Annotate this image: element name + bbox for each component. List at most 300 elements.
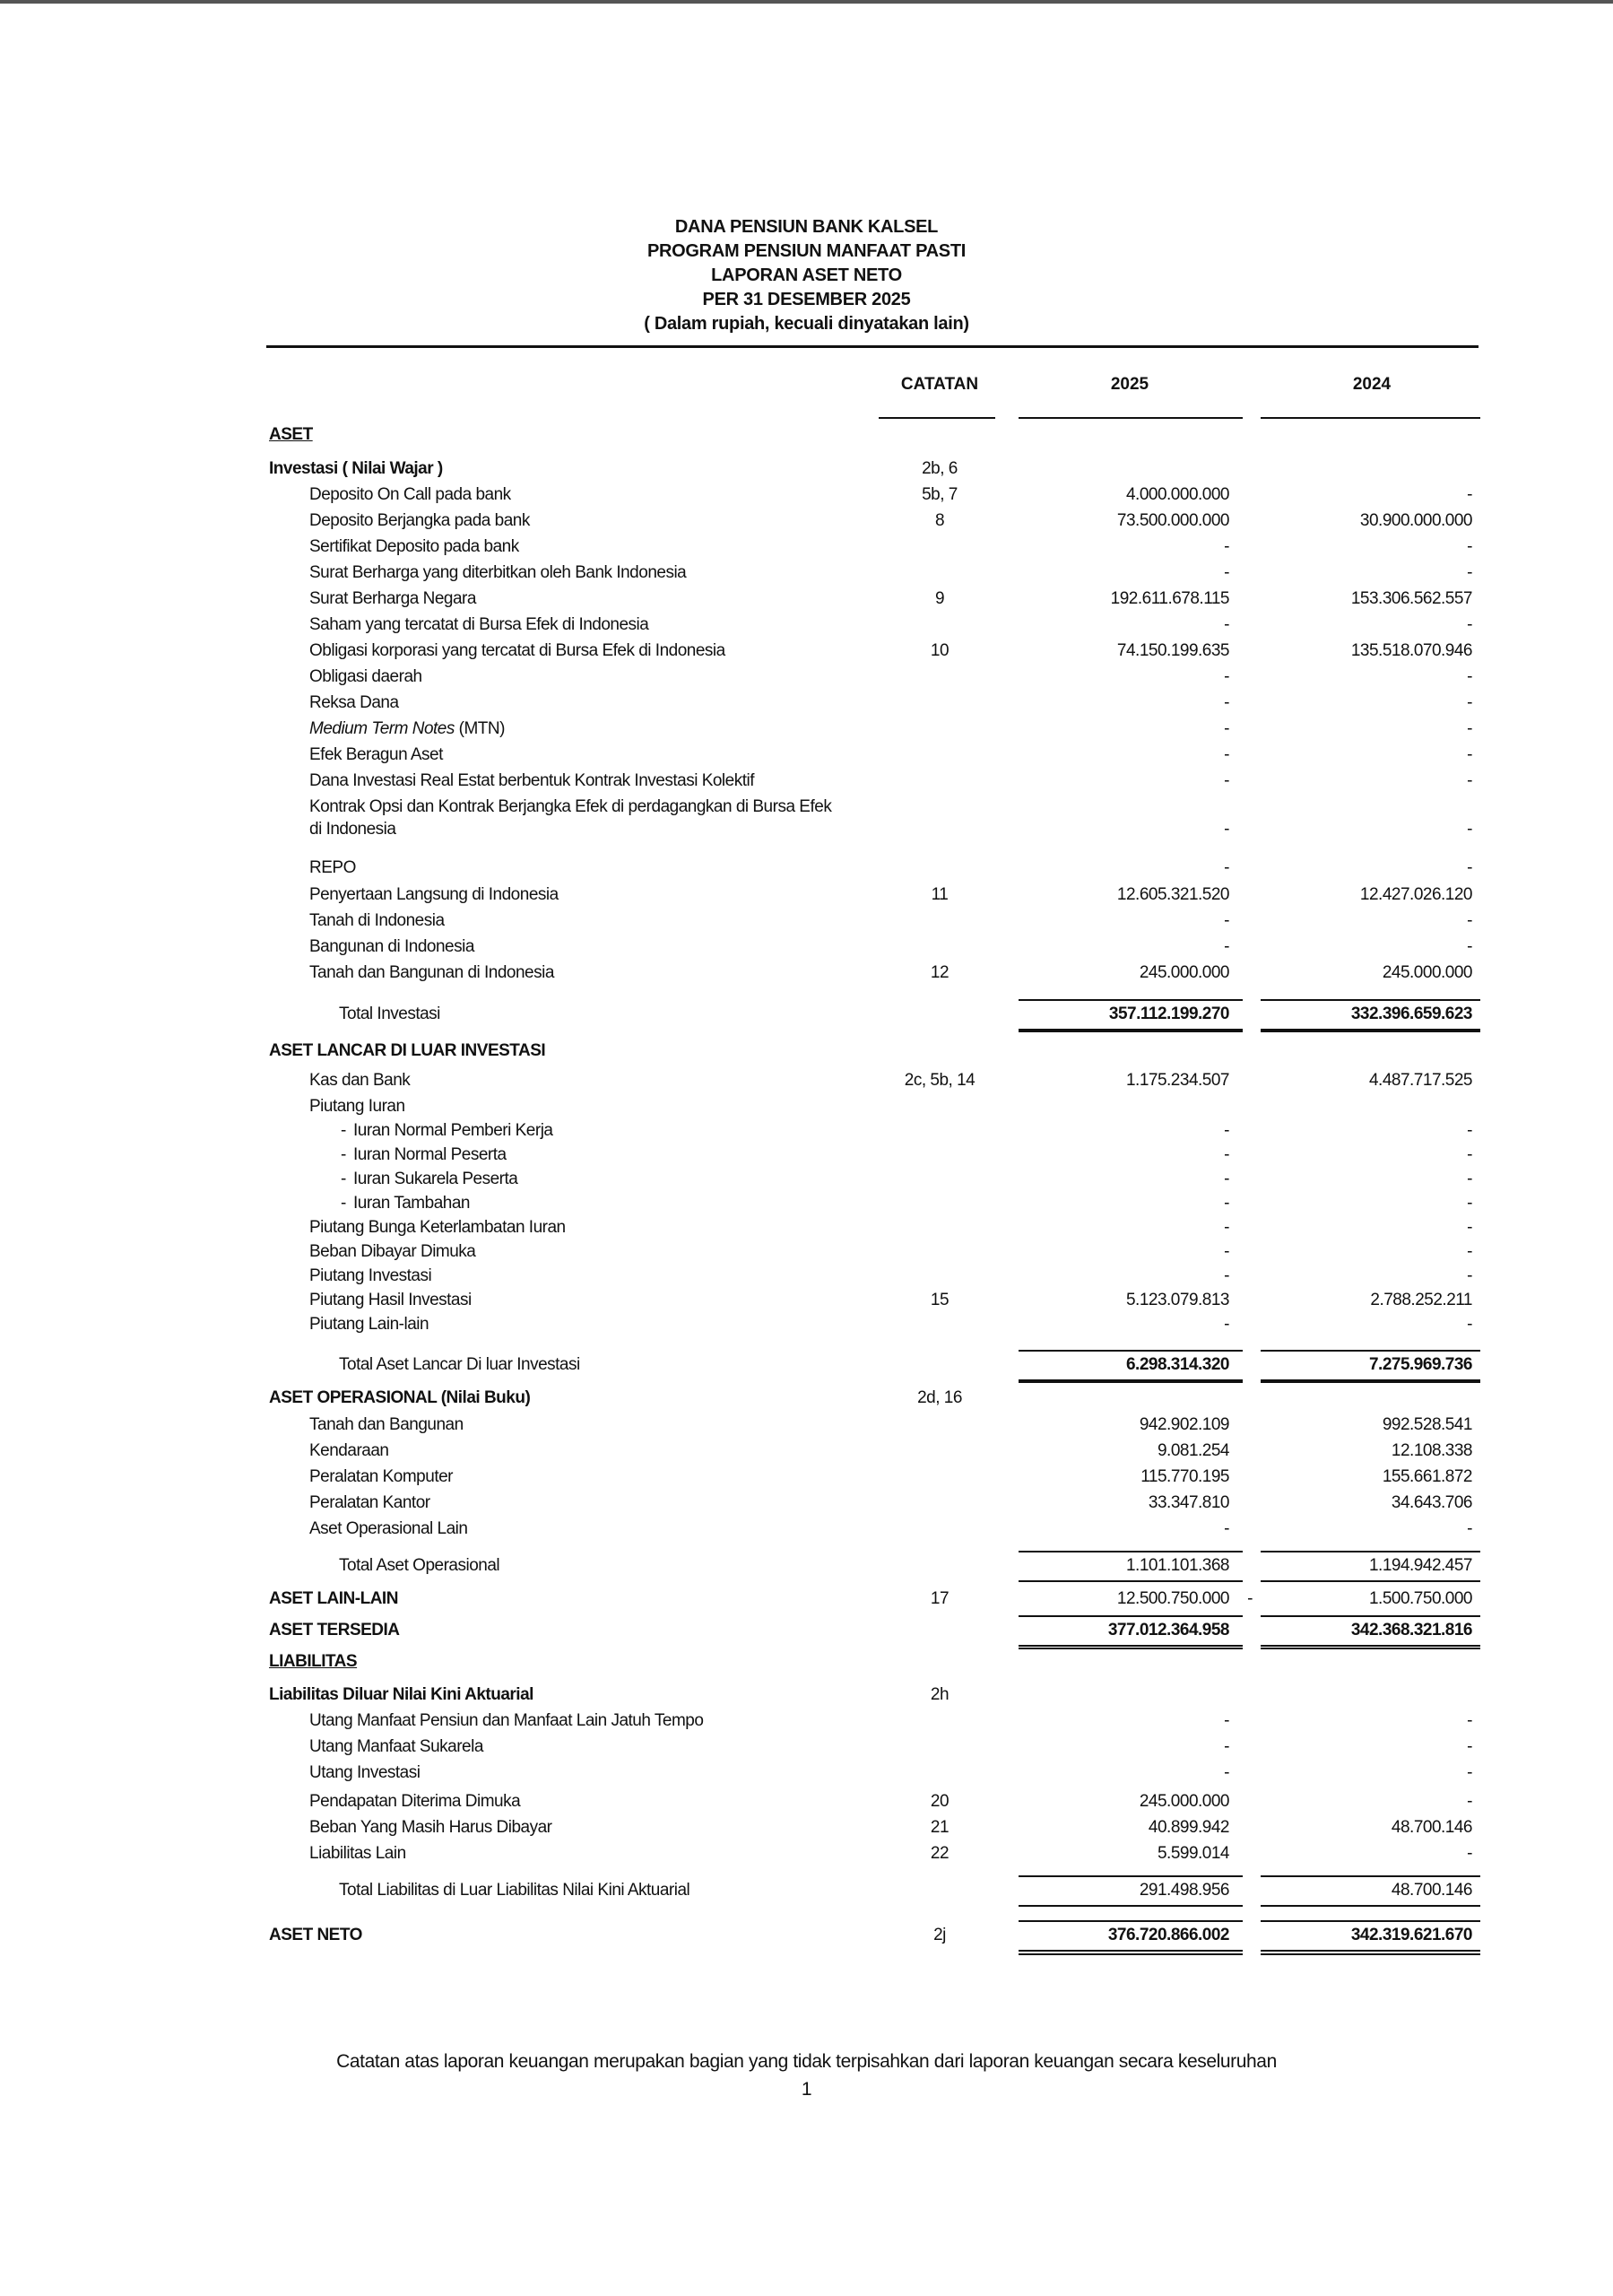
row-label-text: ASET OPERASIONAL (Nilai Buku) [269,1388,531,1407]
value-2024: - [1467,1763,1472,1782]
section-investasi [0,457,1613,481]
report-period: PER 31 DESEMBER 2025 [702,290,911,309]
row-note: 20 [930,1792,950,1811]
value-2024: - [1467,693,1472,712]
row-label [269,1683,533,1707]
value-2024: - [1467,1737,1472,1756]
bullet-dash: - [341,1121,346,1140]
row-label [309,1240,475,1264]
table-row [0,1735,1613,1759]
row-label-text: Iuran Normal Peserta [353,1145,507,1164]
total-aset-operasional [0,1554,1613,1578]
footer-statement: Catatan atas laporan keuangan merupakan bagian yang tidak terpisahkan dari laporan keuangan secara keseluruhan [336,2051,1277,2072]
row-label [309,483,511,507]
report-title: LAPORAN ASET NETO [711,265,902,285]
row-label [309,1439,388,1463]
total-liabilitas-rules [1261,1875,1480,1877]
table-row [0,1095,1613,1118]
aset-neto-rules [1261,1920,1480,1922]
section-aset-lancar [0,1039,1613,1063]
value-2025: - [1224,1737,1229,1756]
value-2024: 30.900.000.000 [1359,511,1472,530]
row-label [269,1387,530,1410]
row-label-text: Investasi ( Nilai Wajar ) [269,459,443,478]
value-2025: 73.500.000.000 [1116,511,1229,530]
value-2024: 1.194.942.457 [1368,1556,1472,1575]
scan-top-edge [0,0,1613,4]
row-label-text: ASET LAIN-LAIN [269,1589,398,1608]
table-row [0,770,1613,793]
value-2024: 1.500.750.000 [1368,1589,1472,1608]
value-2024: 155.661.872 [1382,1467,1472,1486]
table-row [0,1413,1613,1437]
row-label-text: REPO [309,858,356,877]
row-label-text: Total Liabilitas di Luar Liabilitas Nilai Kini Aktuarial [339,1881,690,1900]
value-2024: 153.306.562.557 [1350,589,1472,608]
value-2025: 12.605.321.520 [1116,885,1229,904]
row-label-text: Tanah di Indonesia [309,911,445,930]
aset-neto [0,1924,1613,1947]
table-row [0,1492,1613,1515]
row-note: 2b, 6 [922,459,958,478]
row-label [341,1144,507,1167]
row-label [341,1168,517,1191]
total-liabilitas-rules [1019,1905,1243,1907]
value-2024: - [1467,1145,1472,1164]
value-2025: - [1224,1170,1229,1188]
header-rule [266,345,1479,348]
row-label-text: ASET NETO [269,1926,362,1944]
value-2024: - [1467,937,1472,956]
value-2025: 40.899.942 [1148,1818,1229,1837]
aset-tersedia-rules [1019,1648,1243,1649]
value-2025: 33.347.810 [1148,1493,1229,1512]
value-2024: - [1467,1519,1472,1538]
value-2025: 1.101.101.368 [1125,1556,1229,1575]
value-2024: - [1467,1266,1472,1285]
section-aset-operasional [0,1387,1613,1410]
value-2025: 4.000.000.000 [1125,485,1229,504]
total-aset-lancar-rules [1261,1350,1480,1352]
table-row [0,1144,1613,1167]
row-label [269,1650,357,1674]
column-2025-rule [1019,417,1243,419]
value-2024: - [1467,745,1472,764]
value-2025: 74.150.199.635 [1116,641,1229,660]
value-2024: 332.396.659.623 [1350,1004,1472,1023]
table-row [0,665,1613,689]
row-label-text: Tanah dan Bangunan di Indonesia [309,963,554,982]
value-2024: 342.319.621.670 [1350,1926,1472,1944]
table-row [0,909,1613,933]
table-row [0,587,1613,611]
row-label [339,1003,440,1026]
row-label [309,961,554,985]
row-note: 15 [930,1291,950,1309]
table-row [0,1465,1613,1489]
row-label [309,1842,406,1866]
row-label-text: Iuran Normal Pemberi Kerja [353,1121,553,1140]
row-label [309,1709,703,1733]
table-row [0,561,1613,585]
bullet-dash: - [341,1194,346,1213]
aset-neto-rules [1261,1953,1480,1955]
table-row [0,1289,1613,1312]
table-row [0,613,1613,637]
value-2024: - [1467,858,1472,877]
row-label [309,1216,566,1239]
entity-name: DANA PENSIUN BANK KALSEL [674,217,939,237]
row-label [309,561,686,585]
row-label-text: Tanah dan Bangunan [309,1415,464,1434]
row-label-text: Deposito Berjangka pada bank [309,511,530,530]
value-2024: 48.700.146 [1391,1881,1472,1900]
value-2025: 6.298.314.320 [1125,1355,1229,1374]
aset-tersedia-rules [1261,1648,1480,1649]
column-note: CATATAN [900,375,979,394]
table-row [0,1192,1613,1215]
section-liabilitas-diluar [0,1683,1613,1707]
row-label-text: Sertifikat Deposito pada bank [309,537,519,556]
row-label-text: Kontrak Opsi dan Kontrak Berjangka Efek di perdagangkan di Bursa Efek [309,797,832,816]
value-2025: - [1224,820,1229,839]
row-label [309,718,505,741]
row-label-text: Beban Yang Masih Harus Dibayar [309,1818,552,1837]
row-label [309,1735,483,1759]
value-2025: - [1224,937,1229,956]
value-2025: - [1224,537,1229,556]
row-label-text: Liabilitas Diluar Nilai Kini Aktuarial [269,1685,533,1704]
value-2025: 357.112.199.270 [1108,1004,1229,1023]
row-label [309,613,648,637]
row-label-text: Total Investasi [339,1004,440,1023]
unit-note: ( Dalam rupiah, kecuali dinyatakan lain) [644,314,969,334]
row-label-text: Medium Term Notes [309,719,455,738]
total-aset-lancar-rules [1261,1381,1480,1383]
table-row [0,1790,1613,1813]
table-row [0,935,1613,959]
column-note-rule [879,417,995,419]
row-label-text: Saham yang tercatat di Bursa Efek di Indonesia [309,615,649,634]
value-2024: - [1467,667,1472,686]
value-2025: 376.720.866.002 [1107,1926,1229,1944]
table-row [0,1816,1613,1839]
column-2025: 2025 [1110,375,1149,394]
value-2025: 291.498.956 [1139,1881,1229,1900]
table-row [0,744,1613,767]
value-2025: - [1224,1121,1229,1140]
value-2024: - [1467,1194,1472,1213]
value-2024: - [1467,1170,1472,1188]
value-2025: - [1224,563,1229,582]
total-liabilitas-rules [1261,1905,1480,1907]
row-label-text: Deposito On Call pada bank [309,485,511,504]
value-2025: - [1224,719,1229,738]
aset-tersedia-rules [1019,1615,1243,1617]
value-2024: - [1467,820,1472,839]
row-label-text: Surat Berharga Negara [309,589,476,608]
aset-neto-rules [1019,1953,1243,1955]
row-label-text: Bangunan di Indonesia [309,937,474,956]
row-label-text: LIABILITAS [269,1652,358,1671]
table-row [0,535,1613,559]
row-label-text: ASET TERSEDIA [269,1621,400,1639]
value-2024: - [1467,911,1472,930]
value-2024: 2.788.252.211 [1370,1291,1472,1309]
row-label [309,587,476,611]
value-2024: 48.700.146 [1391,1818,1472,1837]
row-label-text: Piutang Hasil Investasi [309,1291,472,1309]
value-2024: - [1467,1315,1472,1334]
value-2025: - [1224,1145,1229,1164]
row-note: 17 [930,1589,950,1608]
value-2025: 942.902.109 [1139,1415,1229,1434]
value-2025: - [1224,1519,1229,1538]
row-label-text: Kas dan Bank [309,1071,411,1090]
row-note: 2c, 5b, 14 [904,1071,976,1090]
total-investasi-rules [1019,1031,1243,1032]
value-2025: - [1224,1194,1229,1213]
value-2025: - [1224,1242,1229,1261]
total-aset-operasional-rules [1019,1580,1243,1582]
row-label-text: Utang Investasi [309,1763,421,1782]
row-label [309,639,725,663]
value-2025: 377.012.364.958 [1107,1621,1229,1639]
row-note: 12 [930,963,950,982]
table-row [0,1216,1613,1239]
value-2025: - [1224,911,1229,930]
value-2024: 12.427.026.120 [1359,885,1472,904]
value-2025: - [1224,667,1229,686]
row-label-text: Peralatan Kantor [309,1493,430,1512]
value-2025: - [1224,745,1229,764]
value-2024: 7.275.969.736 [1368,1355,1472,1374]
row-label [339,1353,580,1377]
row-label-text: Piutang Bunga Keterlambatan Iuran [309,1218,566,1237]
row-label-text: ASET LANCAR DI LUAR INVESTASI [269,1041,546,1060]
value-2025: 5.599.014 [1157,1844,1229,1863]
row-label-text: Utang Manfaat Pensiun dan Manfaat Lain Jatuh Tempo [309,1711,704,1730]
value-2024: 4.487.717.525 [1368,1071,1472,1090]
row-label-text: Iuran Sukarela Peserta [353,1170,518,1188]
aset-tersedia [0,1619,1613,1642]
row-label [339,1879,689,1902]
value-2025: - [1224,1266,1229,1285]
row-note: 5b, 7 [922,485,958,504]
row-label [309,1761,420,1785]
table-row [0,483,1613,507]
table-row [0,1709,1613,1733]
row-label-text: Iuran Tambahan [353,1194,470,1213]
row-label [309,1465,453,1489]
value-2024: - [1467,485,1472,504]
row-label-text: Reksa Dana [309,693,399,712]
program-name: PROGRAM PENSIUN MANFAAT PASTI [646,241,966,261]
aset-tersedia-rules [1261,1645,1480,1647]
value-2024: - [1467,1242,1472,1261]
row-label [309,770,754,793]
table-row [0,1240,1613,1264]
row-note: 2j [933,1926,946,1944]
section-aset [0,423,1613,447]
total-aset-lancar [0,1353,1613,1377]
row-label-text: di Indonesia [309,820,396,839]
total-aset-operasional-rules [1261,1551,1480,1552]
row-label-text: Efek Beragun Aset [309,745,443,764]
row-label [341,1192,470,1215]
row-label-text: Penyertaan Langsung di Indonesia [309,885,559,904]
aset-neto-rules [1261,1950,1480,1952]
row-label [341,1119,552,1143]
total-investasi [0,1003,1613,1026]
row-note: 22 [930,1844,950,1863]
bullet-dash: - [341,1145,346,1164]
row-note: 21 [930,1818,950,1837]
value-2025: 12.500.750.000 [1116,1589,1229,1608]
table-row [0,883,1613,907]
value-2025: - [1224,1218,1229,1237]
row-label [309,1313,429,1336]
table-row [0,509,1613,533]
row-label-text: Piutang Lain-lain [309,1315,429,1334]
column-2024: 2024 [1352,375,1392,394]
aset-tersedia-rules [1019,1645,1243,1647]
row-label [309,535,519,559]
row-label-text: Piutang Investasi [309,1266,432,1285]
row-label-text: ASET [269,425,313,444]
row-label-text: Total Aset Lancar Di luar Investasi [339,1355,580,1374]
total-liabilitas-rules [1019,1875,1243,1877]
row-label [309,1816,552,1839]
row-label [309,1265,431,1288]
row-label-text: Dana Investasi Real Estat berbentuk Kontrak Investasi Kolektif [309,771,754,790]
value-2024: - [1467,1218,1472,1237]
value-2025: - [1224,693,1229,712]
row-label [269,1619,400,1642]
row-label [309,1095,405,1118]
value-2024: - [1467,1844,1472,1863]
row-label-text: Liabilitas Lain [309,1844,406,1863]
value-2024: - [1467,1121,1472,1140]
value-2024: 992.528.541 [1382,1415,1472,1434]
total-aset-lancar-rules [1019,1381,1243,1383]
row-label [309,1069,410,1092]
row-note: 9 [934,589,945,608]
value-2025: - [1224,615,1229,634]
total-aset-operasional-rules [1019,1551,1243,1552]
value-2024: 12.108.338 [1391,1441,1472,1460]
row-label [309,1790,520,1813]
value-2025: - [1224,1315,1229,1334]
table-row [0,1119,1613,1143]
aset-tersedia-rules [1261,1615,1480,1617]
row-label-text: Obligasi daerah [309,667,422,686]
value-2024: - [1467,1711,1472,1730]
column-2024-rule [1261,417,1480,419]
value-2024: 245.000.000 [1382,963,1472,982]
value-2025: 1.175.234.507 [1125,1071,1229,1090]
row-label-text: Total Aset Operasional [339,1556,500,1575]
row-label [309,818,395,841]
row-label [309,796,831,819]
table-row [0,718,1613,741]
row-label [309,1413,464,1437]
table-row [0,691,1613,715]
table-row [0,1168,1613,1191]
row-label-text: Beban Dibayar Dimuka [309,1242,476,1261]
value-2025: 245.000.000 [1139,1792,1229,1811]
value-2024: - [1467,719,1472,738]
value-2025: 9.081.254 [1157,1441,1229,1460]
table-row [0,961,1613,985]
value-2024: 34.643.706 [1391,1493,1472,1512]
row-note: 2d, 16 [917,1388,962,1407]
row-label [309,935,474,959]
total-investasi-rules [1261,999,1480,1001]
row-label [269,1924,362,1947]
value-2025: - [1224,1763,1229,1782]
row-label [309,883,559,907]
value-2024: 135.518.070.946 [1350,641,1472,660]
value-2024: - [1467,1792,1472,1811]
row-label-text: Kendaraan [309,1441,389,1460]
value-2025: 192.611.678.115 [1110,589,1229,608]
row-label [339,1554,499,1578]
row-label-text: Surat Berharga yang diterbitkan oleh Bank Indonesia [309,563,687,582]
value-2024: - [1467,615,1472,634]
page-number: 1 [801,2079,812,2100]
stray-dash: - [1247,1589,1253,1608]
section-liabilitas [0,1650,1613,1674]
row-label-text: Piutang Iuran [309,1097,405,1116]
row-note: 2h [930,1685,950,1704]
table-row [0,1069,1613,1092]
row-note: 8 [934,511,945,530]
table-row [0,1439,1613,1463]
row-label [309,691,399,715]
table-row [0,857,1613,880]
row-label [309,909,445,933]
row-label-text: Peralatan Komputer [309,1467,453,1486]
row-label [269,1039,545,1063]
total-investasi-rules [1261,1031,1480,1032]
table-row [0,1842,1613,1866]
row-label [309,744,443,767]
value-2024: - [1467,771,1472,790]
row-label [269,423,313,447]
value-2025: - [1224,858,1229,877]
aset-neto-rules [1019,1920,1243,1922]
row-label-suffix: (MTN) [454,719,505,738]
value-2025: - [1224,771,1229,790]
row-note: 11 [931,885,949,904]
row-label [309,665,422,689]
row-label [309,1289,472,1312]
value-2025: 245.000.000 [1139,963,1229,982]
row-label [309,1492,430,1515]
row-label [309,509,530,533]
table-row [0,818,1613,841]
table-row [0,639,1613,663]
total-investasi-rules [1019,999,1243,1001]
table-row [0,1265,1613,1288]
value-2025: 115.770.195 [1140,1467,1229,1486]
total-aset-operasional-rules [1261,1580,1480,1582]
row-label-text: Aset Operasional Lain [309,1519,468,1538]
row-label-text: Pendapatan Diterima Dimuka [309,1792,521,1811]
row-label [309,1518,467,1541]
row-label-text: Utang Manfaat Sukarela [309,1737,483,1756]
